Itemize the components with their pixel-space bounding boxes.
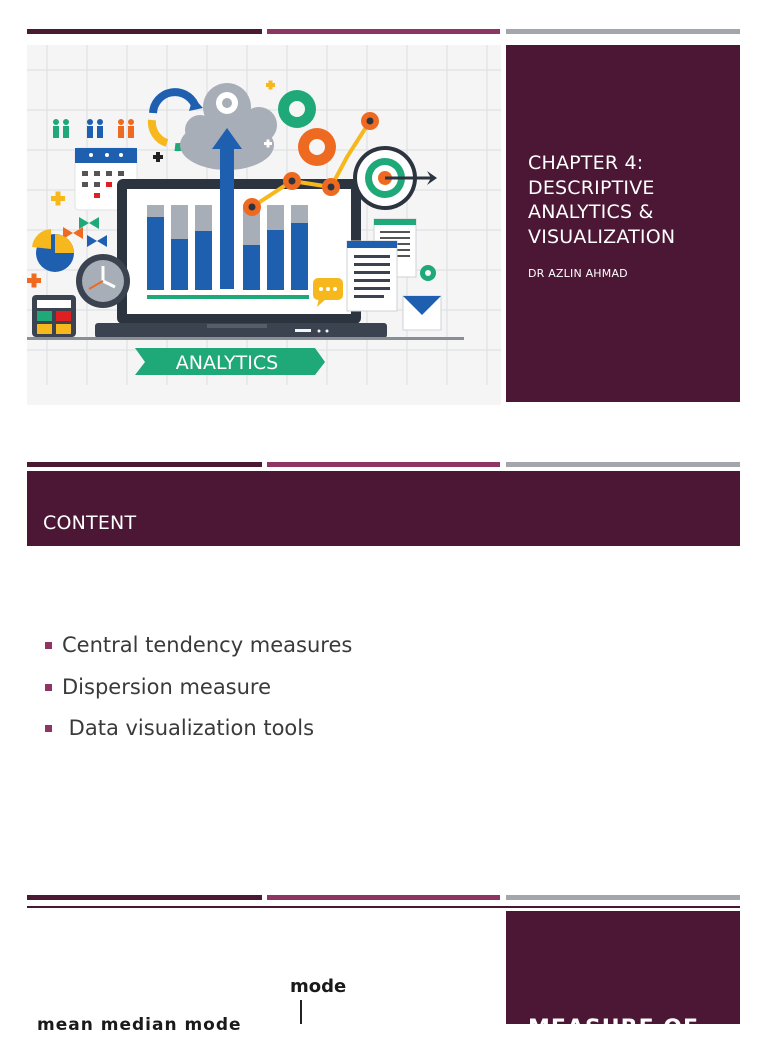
content-title: CONTENT [43, 512, 137, 534]
slide2-accent-bar-2 [267, 462, 500, 467]
diagram-connector [300, 1000, 302, 1024]
list-item [43, 629, 352, 671]
bullet-square-icon [45, 725, 52, 732]
bullet-square-icon [45, 642, 52, 649]
bullet-square-icon [45, 684, 52, 691]
analytics-banner-text: ANALYTICS [175, 352, 279, 374]
calculator-icon [32, 295, 76, 337]
clock-icon [76, 254, 130, 308]
slide1-accent-bar-3 [506, 29, 740, 34]
chapter-title: CHAPTER 4: DESCRIPTIVE ANALYTICS & VISUALIZATION [528, 152, 676, 248]
content-bullet-list [43, 629, 352, 754]
analytics-hero-illustration [27, 45, 501, 405]
slide3-accent-bar-1 [27, 895, 262, 900]
diagram-mode-label: mode [290, 976, 347, 997]
target-icon [353, 146, 437, 210]
bullet-text: Data visualization tools [62, 716, 315, 740]
slide3-rule [27, 906, 740, 908]
slide3-accent-bar-2 [267, 895, 500, 900]
slide2-accent-bar-3 [506, 462, 740, 467]
title-panel [506, 45, 740, 402]
mail-icon [403, 296, 441, 330]
content-banner [27, 471, 740, 546]
list-item [43, 671, 352, 713]
slide2-accent-bar-1 [27, 462, 262, 467]
diagram-partial-text: mean median mode [37, 1015, 242, 1035]
slide3-title: MEASURE OF [528, 1016, 700, 1041]
slide1-accent-bar-2 [267, 29, 500, 34]
slide1-accent-bar-1 [27, 29, 262, 34]
people-icon [53, 119, 134, 138]
bullet-text: Central tendency measures [62, 633, 353, 657]
author-name: DR AZLIN AHMAD [528, 267, 628, 280]
slide3-title-panel [506, 911, 740, 1041]
slide3-accent-bar-3 [506, 895, 740, 900]
list-item [43, 712, 352, 754]
laptop-icon [95, 179, 387, 338]
bullet-text: Dispersion measure [62, 674, 272, 699]
